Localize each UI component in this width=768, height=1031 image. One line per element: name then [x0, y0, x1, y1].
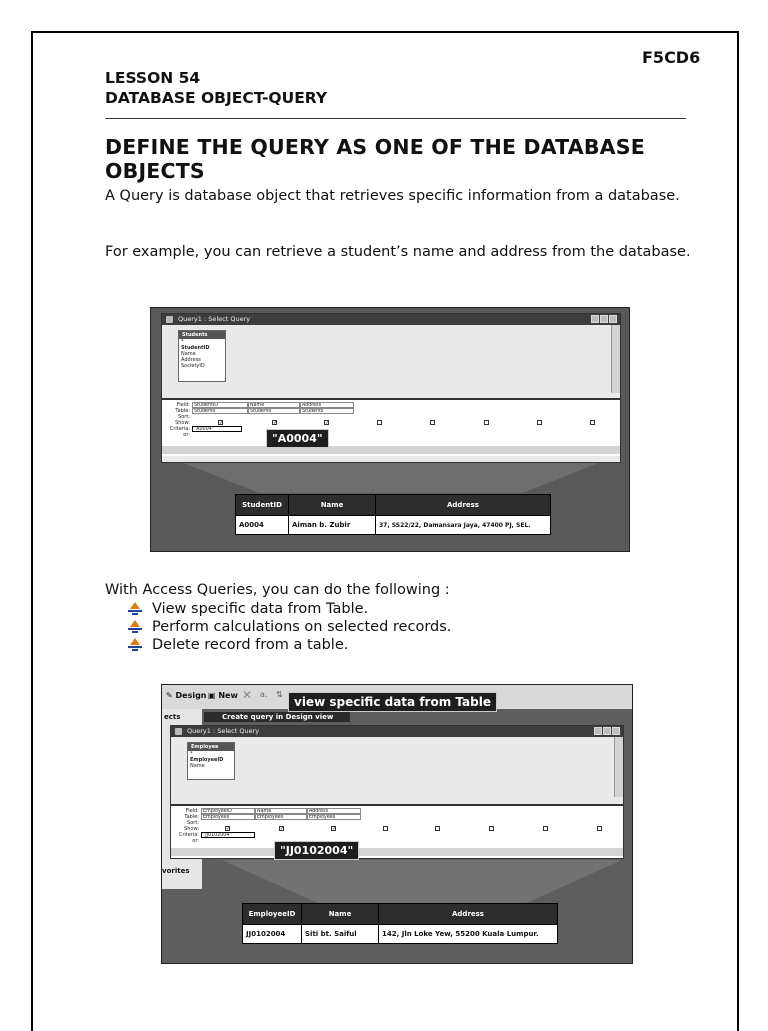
query-icon	[166, 316, 173, 323]
show-checkbox[interactable]	[484, 420, 489, 425]
list-item	[127, 618, 451, 636]
grid-label: Criteria:	[169, 426, 190, 432]
list-item	[127, 600, 451, 618]
field-item[interactable]: StudentID	[181, 345, 210, 351]
show-checkbox[interactable]: ✓	[280, 826, 285, 832]
show-checkbox[interactable]	[597, 826, 602, 831]
horizontal-scrollbar[interactable]	[162, 446, 620, 454]
list-item-text: View specific data from Table.	[152, 601, 369, 617]
maximize-icon[interactable]	[603, 727, 611, 735]
show-checkbox[interactable]	[590, 420, 595, 425]
design-button[interactable]: ✎ Design	[166, 691, 207, 700]
favorites-label: vorites	[162, 867, 190, 875]
window-titlebar	[162, 314, 620, 325]
result-cell: 142, Jln Loke Yew, 55200 Kuala Lumpur.	[379, 925, 558, 944]
result-header: StudentID	[236, 495, 289, 516]
field-item[interactable]: Address	[181, 357, 201, 363]
grid-table-cell[interactable]: Employees	[255, 814, 307, 820]
query-figure-2	[161, 684, 633, 964]
course-code: F5CD6	[642, 48, 701, 67]
funnel-shape	[222, 860, 622, 905]
grid-label: or:	[192, 838, 199, 844]
minimize-icon[interactable]	[594, 727, 602, 735]
field-list-title: Employee	[188, 743, 234, 751]
grid-field-cell[interactable]: Name	[255, 808, 307, 814]
new-button[interactable]: ▣ New	[208, 691, 238, 700]
result-header: Name	[302, 904, 379, 925]
query-window	[170, 725, 624, 859]
vertical-scrollbar[interactable]	[611, 325, 620, 393]
bullet-icon	[127, 602, 143, 616]
query-window	[161, 313, 621, 463]
list-item	[127, 636, 451, 654]
grid-label: Sort:	[187, 820, 199, 826]
window-titlebar	[171, 726, 623, 737]
show-checkbox[interactable]: ✓	[219, 420, 224, 426]
create-query-item[interactable]: Create query in Design view	[204, 712, 350, 722]
grid-table-cell[interactable]: Students	[300, 408, 354, 414]
capabilities-list	[127, 600, 451, 654]
show-checkbox[interactable]: ✓	[273, 420, 278, 426]
result-header: Address	[379, 904, 558, 925]
result-cell: Siti bt. Saiful	[302, 925, 379, 944]
result-cell: A0004	[236, 516, 289, 535]
show-checkbox[interactable]	[537, 420, 542, 425]
field-list-title: Students	[179, 331, 225, 339]
field-list-employee[interactable]	[187, 742, 235, 780]
design-grid	[171, 804, 623, 858]
show-checkbox[interactable]	[543, 826, 548, 831]
show-checkbox[interactable]	[489, 826, 494, 831]
lesson-number: LESSON 54	[105, 69, 201, 87]
result-header: Address	[376, 495, 551, 516]
window-title: Query1 : Select Query	[187, 727, 260, 735]
show-checkbox[interactable]: ✓	[226, 826, 231, 832]
lesson-heading	[105, 68, 327, 108]
grid-field-cell[interactable]: Name	[248, 402, 300, 408]
bullet-icon	[127, 638, 143, 652]
window-title: Query1 : Select Query	[178, 315, 251, 323]
result-header: Name	[289, 495, 376, 516]
funnel-shape	[171, 458, 611, 493]
list-item-text: Perform calculations on selected records.	[152, 619, 452, 635]
grid-label: Criteria:	[178, 832, 199, 838]
window-buttons	[591, 315, 617, 323]
result-cell: 37, SS22/22, Damansara Jaya, 47400 PJ, SEL.	[376, 516, 551, 535]
show-checkbox[interactable]	[430, 420, 435, 425]
window-buttons	[594, 727, 620, 735]
section-title: DEFINE THE QUERY AS ONE OF THE DATABASE OBJECTS	[105, 135, 645, 183]
show-checkbox[interactable]	[377, 420, 382, 425]
grid-label: Field:	[185, 808, 199, 814]
field-list-students[interactable]	[178, 330, 226, 382]
grid-label: Field:	[176, 402, 190, 408]
criteria-cell[interactable]: "JJ0102004"	[201, 832, 255, 838]
result-table	[242, 903, 558, 944]
bullet-icon	[127, 620, 143, 634]
minimize-icon[interactable]	[591, 315, 599, 323]
vertical-scrollbar[interactable]	[614, 737, 623, 797]
query-figure-1	[150, 307, 630, 552]
field-item[interactable]: Name	[181, 351, 196, 357]
grid-label: Table:	[184, 814, 199, 820]
grid-table-cell[interactable]: Students	[192, 408, 248, 414]
grid-field-cell[interactable]: Address	[307, 808, 361, 814]
design-grid	[162, 398, 620, 456]
field-item[interactable]: Name	[190, 763, 205, 769]
grid-label: or:	[183, 432, 190, 438]
toolbar-callout: view specific data from Table	[288, 692, 497, 712]
header-rule	[105, 118, 686, 119]
result-cell: JJ0102004	[243, 925, 302, 944]
query-icon	[175, 728, 182, 735]
criteria-cell[interactable]: "A0004"	[192, 426, 242, 432]
view-icon[interactable]: a.	[260, 690, 268, 699]
grid-label: Sort:	[178, 414, 190, 420]
grid-field-cell[interactable]: EmployeeID	[201, 808, 255, 814]
grid-table-cell[interactable]: Employees	[307, 814, 361, 820]
result-header-row	[243, 904, 558, 925]
close-icon[interactable]	[612, 727, 620, 735]
criteria-callout: "A0004"	[266, 429, 329, 448]
show-checkbox[interactable]	[383, 826, 388, 831]
grid-table-cell[interactable]: Students	[248, 408, 300, 414]
criteria-callout: "JJ0102004"	[274, 841, 359, 860]
grid-label: Show:	[184, 826, 199, 832]
grid-table-cell[interactable]: Employees	[201, 814, 255, 820]
grid-label: Show:	[175, 420, 190, 426]
show-checkbox[interactable]: ✓	[325, 420, 330, 426]
result-header-row	[236, 495, 551, 516]
grid-field-cell[interactable]: Address	[300, 402, 354, 408]
show-checkbox[interactable]: ✓	[332, 826, 337, 832]
result-table	[235, 494, 551, 535]
maximize-icon[interactable]	[600, 315, 608, 323]
capabilities-intro: With Access Queries, you can do the following :	[105, 582, 450, 598]
sort-icon[interactable]: ⇅	[276, 690, 283, 699]
grid-field-cell[interactable]: StudentID	[192, 402, 248, 408]
horizontal-scrollbar[interactable]	[171, 848, 623, 856]
show-checkbox[interactable]	[435, 826, 440, 831]
close-icon[interactable]	[609, 315, 617, 323]
objects-label: ects	[164, 713, 181, 721]
result-header: EmployeeID	[243, 904, 302, 925]
field-item[interactable]: *	[190, 751, 193, 757]
result-row	[236, 516, 551, 535]
field-item[interactable]: *	[181, 339, 184, 345]
result-cell: Aiman b. Zubir	[289, 516, 376, 535]
example-paragraph: For example, you can retrieve a student’s name and address from the database.	[105, 244, 691, 260]
intro-paragraph: A Query is database object that retrieves specific information from a database.	[105, 188, 680, 204]
field-item[interactable]: SocietyID	[181, 363, 205, 369]
result-row	[243, 925, 558, 944]
lesson-topic: DATABASE OBJECT-QUERY	[105, 89, 328, 107]
list-item-text: Delete record from a table.	[152, 637, 349, 653]
new-label: New	[218, 691, 238, 700]
delete-icon[interactable]: ✕	[242, 688, 253, 702]
grid-label: Table:	[175, 408, 190, 414]
design-label: Design	[175, 691, 207, 700]
field-item[interactable]: EmployeeID	[190, 757, 224, 763]
